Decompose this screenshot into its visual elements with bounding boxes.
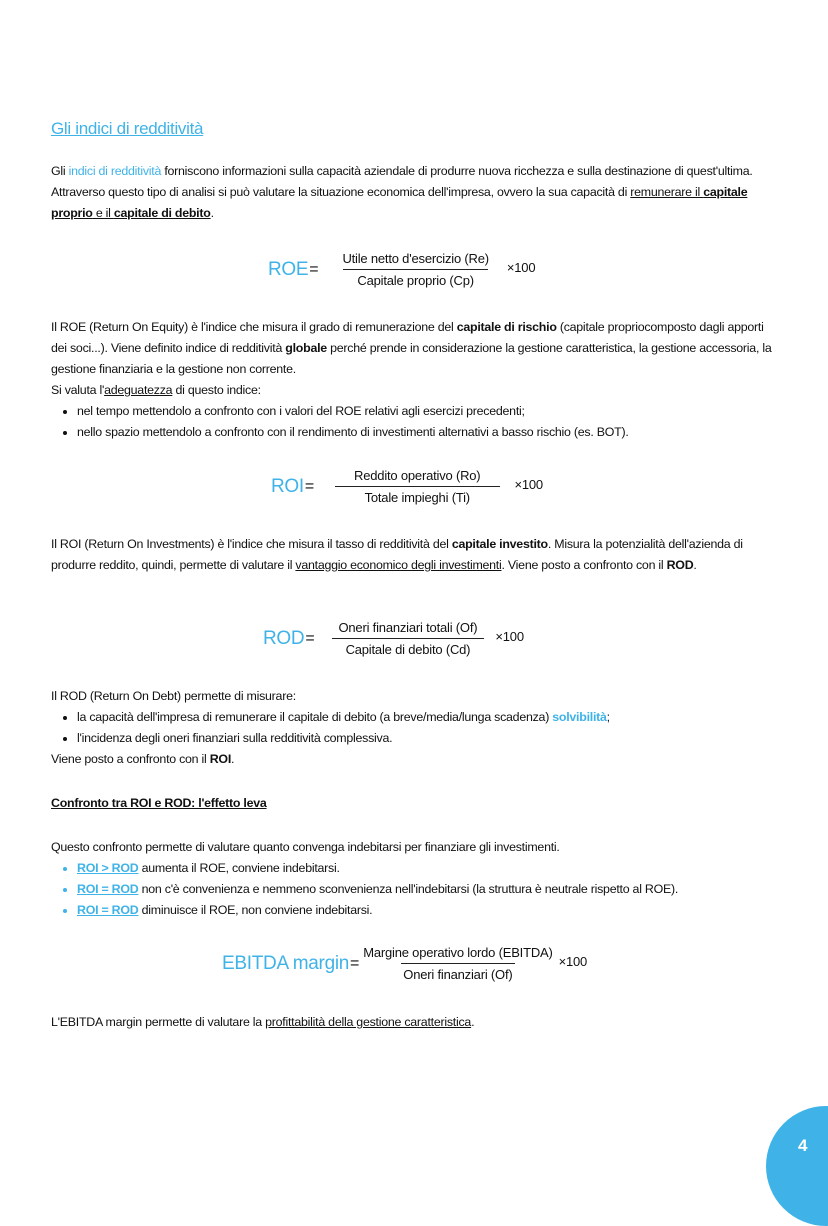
page-number-badge (766, 1106, 828, 1226)
ebitda-numerator: Margine operativo lordo (EBITDA) (363, 945, 553, 960)
roe-fraction (328, 251, 502, 288)
leva-intro: Questo confronto permette di valutare quanto convenga indebitarsi per finanziare gli investimenti. (51, 840, 560, 854)
roi-formula: ROI = $\frac{\text{Reddito operativo (Ro)}}{\text{Totale impieghi (Ti)}}$ ×100 (271, 468, 543, 505)
rod-fraction (324, 620, 491, 657)
leva-heading: Confronto tra ROI e ROD: l'effetto leva (51, 796, 267, 810)
intro-highlight: indici di redditività (68, 164, 162, 178)
list-item: • nel tempo mettendolo a confronto con i valori del ROE relativi agli esercizi precedenti; (77, 401, 802, 422)
list-item: • ROI = ROD diminuisce il ROE, non conviene indebitarsi. (77, 900, 802, 921)
roi-multiplier: ×100 (514, 477, 543, 492)
rod-bullets (51, 707, 802, 749)
ebitda-fraction (361, 945, 554, 982)
section-title: Gli indici di redditività (51, 119, 204, 138)
roe-multiplier: ×100 (506, 260, 536, 275)
roe-formula: ROE = $\frac{\text{Utile netto d'esercizio (Re)}}{\text{Capitale proprio (Cp)}}$ ×100 (268, 251, 536, 288)
roi-fraction (324, 468, 510, 505)
ebitda-formula: EBITDA margin = $\frac{\text{Margine operativo lordo (EBITDA)}}{\text{Oneri finanziari (Of)}}$ ×100 (222, 945, 588, 982)
rod-closing: Viene posto a confronto con il ROI. (51, 752, 235, 766)
rod-numerator: Oneri finanziari totali (Of) (338, 620, 478, 635)
capitale-proprio-term: capitale proprio (51, 185, 748, 220)
roe-denominator: Capitale proprio (Cp) (343, 269, 487, 288)
leva-bullets (51, 858, 802, 921)
solvibilita-term: solvibilità (552, 710, 607, 724)
ebitda-denominator: Oneri finanziari (Of) (401, 963, 514, 982)
roi-numerator: Reddito operativo (Ro) (354, 468, 481, 483)
rod-label: ROD (263, 627, 305, 649)
roi-denominator: Totale impieghi (Ti) (335, 486, 500, 505)
rod-intro: Il ROD (Return On Debt) permette di misurare: (51, 689, 296, 703)
list-item: • ROI > ROD aumenta il ROE, conviene indebitarsi. (77, 858, 802, 879)
ebitda-description: L'EBITDA margin permette di valutare la profittabilità della gestione caratteristica. (51, 1015, 475, 1029)
roe-description: Il ROE (Return On Equity) è l'indice che misura il grado di remunerazione del capitale di rischio (capitale propriocomposto dagli apporti dei soci...). Viene definito indice di redditività globale perché prende in considerazione la gestione caratteristica, la gestione accessoria, la gestione finanziaria e la gestione non corrente. Si valuta l'adeguatezza di questo indice: (51, 320, 772, 397)
page-number: 4 (798, 1136, 808, 1155)
list-item: • nello spazio mettendolo a confronto con il rendimento di investimenti alternativi a basso rischio (es. BOT). (77, 422, 802, 443)
list-item: • ROI = ROD non c'è convenienza e nemmeno sconvenienza nell'indebitarsi (la struttura è neutrale rispetto al ROE). (77, 879, 802, 900)
rod-formula: ROD = $\frac{\text{Oneri finanziari totali (Of)}}{\text{Capitale di debito (Cd)}}$ ×100 (263, 620, 524, 657)
roe-label: ROE (268, 258, 309, 280)
roi-label: ROI (271, 475, 304, 497)
capitale-debito-term: capitale di debito (113, 206, 211, 220)
list-item: • la capacità dell'impresa di remunerare il capitale di debito (a breve/media/lunga scadenza) solvibilità; (77, 707, 802, 728)
roe-bullets (51, 401, 802, 443)
ebitda-label: EBITDA margin (222, 952, 350, 974)
roi-description: Il ROI (Return On Investments) è l'indice che misura il tasso di redditività del capitale investito. Misura la potenzialità dell'azienda di produrre reddito, quindi, permette di valutare il vantaggio economico degli investimenti. Viene posto a confronto con il ROD. (51, 537, 743, 572)
rod-denominator: Capitale di debito (Cd) (332, 638, 485, 657)
ebitda-multiplier: ×100 (558, 954, 588, 969)
rod-multiplier: ×100 (495, 629, 524, 644)
list-item: • l'incidenza degli oneri finanziari sulla redditività complessiva. (77, 728, 802, 749)
intro-paragraph: Gli indici di redditività forniscono informazioni sulla capacità aziendale di produrre nuova ricchezza e sulla destinazione di quest'ultima. Attraverso questo tipo di analisi si può valutare la situazione economica dell'impresa, ovvero la sua capacità di remunerare il capitale proprio e il capitale di debito. (51, 164, 753, 220)
roe-numerator: Utile netto d'esercizio (Re) (342, 251, 489, 266)
